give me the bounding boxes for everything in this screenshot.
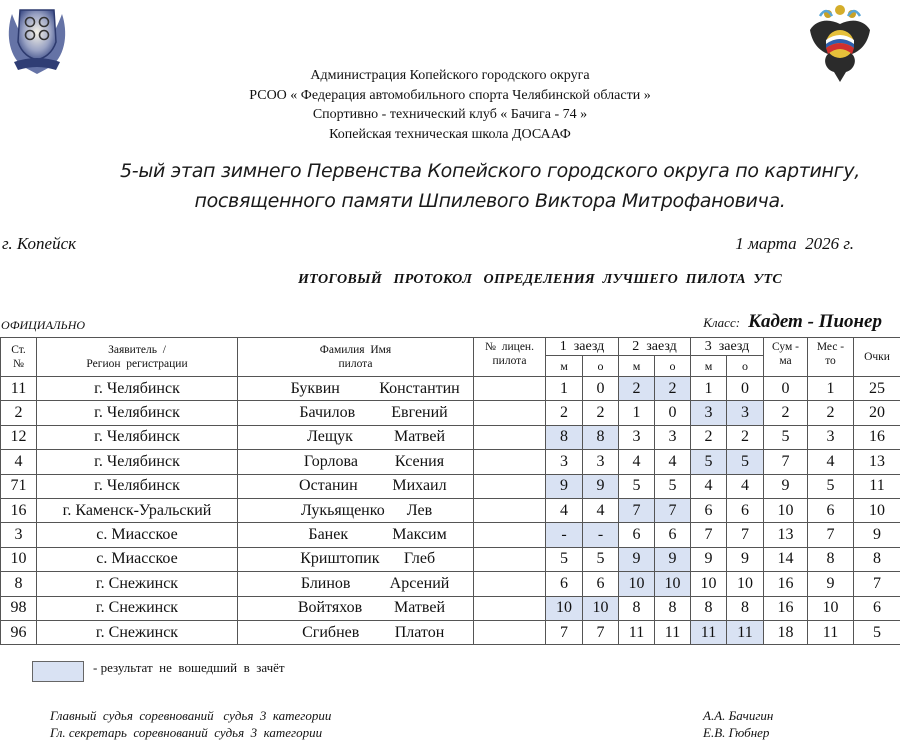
pilot-first-name: Максим [392, 526, 447, 543]
cell-license [474, 523, 546, 547]
cell-race-1-m: 3 [546, 450, 583, 474]
pilot-first-name: Глеб [404, 550, 435, 567]
cell-place: 2 [808, 401, 854, 425]
org-line: РСОО « Федерация автомобильного спорта Челябинской области » [0, 86, 900, 106]
cell-points: 20 [854, 401, 900, 425]
cell-sum: 9 [764, 474, 808, 498]
cell-license [474, 498, 546, 522]
org-line: Спортивно - технический клуб « Бачига - 74 » [0, 105, 900, 125]
cell-pilot [238, 572, 474, 596]
table-row [1, 523, 900, 547]
pilot-first-name: Михаил [392, 477, 446, 494]
cell-race-3-m: 3 [691, 401, 727, 425]
cell-place: 4 [808, 450, 854, 474]
header-text: № [1, 357, 36, 371]
cell-race-3-o: 3 [727, 401, 764, 425]
cell-race-3-m: 1 [691, 377, 727, 401]
cell-points: 13 [854, 450, 900, 474]
header-race-2-m: м [619, 356, 655, 377]
event-title-line: посвященного памяти Шпилевого Виктора Митрофановича. [0, 186, 900, 216]
event-date: 1 марта 2026 г. [735, 234, 854, 254]
cell-race-2-m: 2 [619, 377, 655, 401]
cell-region: г. Снежинск [37, 596, 238, 620]
cell-race-1-m: - [546, 523, 583, 547]
org-line: Копейская техническая школа ДОСААФ [0, 125, 900, 145]
event-title [0, 156, 900, 216]
cell-points: 8 [854, 547, 900, 571]
header-text: Сум - [764, 340, 807, 354]
cell-pilot [238, 620, 474, 644]
table-row [1, 377, 900, 401]
header-text: Заявитель / [37, 343, 237, 357]
cell-sum: 16 [764, 572, 808, 596]
cell-start-no: 2 [1, 401, 37, 425]
cell-sum: 10 [764, 498, 808, 522]
table-row [1, 498, 900, 522]
cell-race-2-o: 7 [655, 498, 691, 522]
cell-race-3-o: 5 [727, 450, 764, 474]
cell-points: 25 [854, 377, 900, 401]
cell-pilot [238, 523, 474, 547]
class-value: Кадет - Пионер [748, 311, 882, 332]
cell-race-2-o: 0 [655, 401, 691, 425]
signature-names [703, 707, 773, 741]
cell-race-2-m: 6 [619, 523, 655, 547]
cell-race-2-o: 2 [655, 377, 691, 401]
header-text: Фамилия Имя [238, 343, 473, 357]
cell-pilot [238, 450, 474, 474]
cell-race-2-o: 9 [655, 547, 691, 571]
table-row [1, 474, 900, 498]
pilot-first-name: Лев [407, 502, 432, 519]
cell-start-no: 11 [1, 377, 37, 401]
cell-race-3-m: 2 [691, 425, 727, 449]
cell-start-no: 98 [1, 596, 37, 620]
pilot-surname: Лещук [266, 428, 394, 446]
cell-license [474, 596, 546, 620]
pilot-first-name: Константин [379, 380, 460, 397]
cell-race-3-m: 4 [691, 474, 727, 498]
chief-judge-name: А.А. Бачигин [703, 707, 773, 724]
cell-race-2-o: 5 [655, 474, 691, 498]
cell-points: 7 [854, 572, 900, 596]
signature-roles [50, 707, 331, 741]
cell-pilot [238, 401, 474, 425]
cell-race-1-m: 7 [546, 620, 583, 644]
legend-text: - результат не вошедший в зачёт [93, 660, 285, 676]
cell-race-1-o: 2 [583, 401, 619, 425]
cell-points: 9 [854, 523, 900, 547]
pilot-surname: Войтяхов [266, 599, 394, 617]
cell-region: с. Миасское [37, 547, 238, 571]
cell-race-3-m: 5 [691, 450, 727, 474]
header-text: пилота [474, 354, 545, 368]
cell-race-2-m: 5 [619, 474, 655, 498]
cell-race-2-o: 10 [655, 572, 691, 596]
header-place [808, 338, 854, 377]
header-text: Регион регистрации [37, 357, 237, 371]
cell-race-1-o: 7 [583, 620, 619, 644]
event-place: г. Копейск [2, 234, 76, 254]
cell-pilot [238, 377, 474, 401]
header-text: Ст. [1, 343, 36, 357]
cell-start-no: 8 [1, 572, 37, 596]
header-entrant [37, 338, 238, 377]
pilot-first-name: Евгений [391, 404, 447, 421]
cell-race-3-o: 4 [727, 474, 764, 498]
cell-race-3-m: 6 [691, 498, 727, 522]
cell-region: г. Снежинск [37, 572, 238, 596]
header-text: пилота [238, 357, 473, 371]
cell-points: 10 [854, 498, 900, 522]
pilot-surname: Останин [264, 477, 392, 495]
cell-race-3-o: 8 [727, 596, 764, 620]
header-start-no [1, 338, 37, 377]
header-race-2: 2 заезд [619, 338, 691, 356]
cell-race-1-m: 9 [546, 474, 583, 498]
chief-judge-role: Главный судья соревнований судья 3 категории [50, 707, 331, 724]
cell-race-1-m: 6 [546, 572, 583, 596]
cell-race-2-m: 4 [619, 450, 655, 474]
header-race-3-o: о [727, 356, 764, 377]
cell-race-2-o: 4 [655, 450, 691, 474]
table-row [1, 425, 900, 449]
cell-race-2-m: 7 [619, 498, 655, 522]
cell-license [474, 572, 546, 596]
cell-license [474, 620, 546, 644]
cell-race-1-m: 4 [546, 498, 583, 522]
cell-race-1-m: 1 [546, 377, 583, 401]
cell-race-3-o: 6 [727, 498, 764, 522]
table-row [1, 620, 900, 644]
pilot-surname: Лукьященко [279, 502, 407, 520]
cell-license [474, 377, 546, 401]
cell-region: г. Челябинск [37, 474, 238, 498]
cell-race-1-m: 10 [546, 596, 583, 620]
pilot-first-name: Ксения [395, 453, 444, 470]
cell-sum: 0 [764, 377, 808, 401]
cell-license [474, 401, 546, 425]
cell-race-3-o: 9 [727, 547, 764, 571]
cell-start-no: 3 [1, 523, 37, 547]
header-pilot [238, 338, 474, 377]
results-table [0, 337, 900, 645]
cell-race-1-o: 10 [583, 596, 619, 620]
pilot-first-name: Арсений [390, 575, 450, 592]
chief-secretary-name: Е.В. Гюбнер [703, 724, 773, 741]
cell-region: г. Челябинск [37, 377, 238, 401]
table-row [1, 596, 900, 620]
org-header [0, 66, 900, 144]
pilot-first-name: Матвей [394, 428, 445, 445]
header-race-1-m: м [546, 356, 583, 377]
cell-license [474, 425, 546, 449]
class-info [703, 311, 882, 333]
cell-race-3-o: 10 [727, 572, 764, 596]
cell-sum: 7 [764, 450, 808, 474]
cell-race-2-m: 3 [619, 425, 655, 449]
cell-pilot [238, 596, 474, 620]
cell-race-1-o: 8 [583, 425, 619, 449]
cell-race-1-m: 5 [546, 547, 583, 571]
cell-points: 6 [854, 596, 900, 620]
cell-race-1-o: 0 [583, 377, 619, 401]
cell-place: 10 [808, 596, 854, 620]
header-race-1-o: о [583, 356, 619, 377]
cell-license [474, 474, 546, 498]
pilot-first-name: Матвей [394, 599, 445, 616]
cell-sum: 16 [764, 596, 808, 620]
cell-race-2-o: 3 [655, 425, 691, 449]
header-text: то [808, 354, 853, 368]
cell-place: 6 [808, 498, 854, 522]
header-race-3: 3 заезд [691, 338, 764, 356]
event-title-line: 5-ый этап зимнего Первенства Копейского городского округа по картингу, [0, 156, 900, 186]
cell-place: 1 [808, 377, 854, 401]
cell-race-3-o: 11 [727, 620, 764, 644]
cell-race-3-o: 7 [727, 523, 764, 547]
cell-race-2-m: 8 [619, 596, 655, 620]
cell-race-2-m: 1 [619, 401, 655, 425]
cell-points: 5 [854, 620, 900, 644]
cell-race-1-o: - [583, 523, 619, 547]
cell-place: 5 [808, 474, 854, 498]
cell-place: 7 [808, 523, 854, 547]
cell-place: 8 [808, 547, 854, 571]
cell-race-1-o: 4 [583, 498, 619, 522]
header-race-2-o: о [655, 356, 691, 377]
cell-region: г. Снежинск [37, 620, 238, 644]
cell-region: г. Челябинск [37, 450, 238, 474]
pilot-first-name: Платон [395, 624, 445, 641]
cell-pilot [238, 425, 474, 449]
protocol-title: ИТОГОВЫЙ ПРОТОКОЛ ОПРЕДЕЛЕНИЯ ЛУЧШЕГО ПИЛОТА УТС [0, 272, 900, 288]
cell-region: г. Челябинск [37, 401, 238, 425]
pilot-surname: Горлова [267, 453, 395, 471]
cell-race-3-o: 2 [727, 425, 764, 449]
cell-pilot [238, 498, 474, 522]
cell-race-3-m: 8 [691, 596, 727, 620]
header-text: Мес - [808, 340, 853, 354]
cell-race-3-m: 10 [691, 572, 727, 596]
header-license [474, 338, 546, 377]
cell-race-1-o: 9 [583, 474, 619, 498]
cell-pilot [238, 474, 474, 498]
header-sum [764, 338, 808, 377]
cell-sum: 14 [764, 547, 808, 571]
cell-points: 11 [854, 474, 900, 498]
chief-secretary-role: Гл. секретарь соревнований судья 3 категории [50, 724, 331, 741]
pilot-surname: Криштопик [276, 550, 404, 568]
header-text: № лицен. [474, 340, 545, 354]
official-label: ОФИЦИАЛЬНО [1, 318, 85, 333]
pilot-surname: Бачилов [263, 404, 391, 422]
cell-start-no: 4 [1, 450, 37, 474]
cell-race-2-m: 10 [619, 572, 655, 596]
cell-place: 9 [808, 572, 854, 596]
cell-race-2-m: 9 [619, 547, 655, 571]
table-row [1, 401, 900, 425]
cell-race-1-m: 8 [546, 425, 583, 449]
table-row [1, 547, 900, 571]
cell-start-no: 71 [1, 474, 37, 498]
cell-license [474, 450, 546, 474]
cell-race-1-o: 6 [583, 572, 619, 596]
cell-start-no: 12 [1, 425, 37, 449]
cell-place: 3 [808, 425, 854, 449]
cell-race-2-m: 11 [619, 620, 655, 644]
header-race-1: 1 заезд [546, 338, 619, 356]
cell-region: г. Челябинск [37, 425, 238, 449]
cell-race-3-m: 9 [691, 547, 727, 571]
table-row [1, 450, 900, 474]
table-row [1, 572, 900, 596]
cell-region: с. Миасское [37, 523, 238, 547]
pilot-surname: Сгибнев [267, 624, 395, 642]
cell-region: г. Каменск-Уральский [37, 498, 238, 522]
cell-start-no: 10 [1, 547, 37, 571]
cell-sum: 5 [764, 425, 808, 449]
cell-race-3-m: 11 [691, 620, 727, 644]
header-points: Очки [854, 338, 900, 377]
cell-sum: 13 [764, 523, 808, 547]
cell-race-2-o: 8 [655, 596, 691, 620]
cell-start-no: 16 [1, 498, 37, 522]
cell-race-2-o: 11 [655, 620, 691, 644]
cell-sum: 18 [764, 620, 808, 644]
class-label: Класс: [703, 315, 740, 330]
cell-pilot [238, 547, 474, 571]
pilot-surname: Банек [264, 526, 392, 544]
cell-race-3-o: 0 [727, 377, 764, 401]
header-text: ма [764, 354, 807, 368]
cell-license [474, 547, 546, 571]
header-race-3-m: м [691, 356, 727, 377]
legend-swatch [32, 661, 84, 682]
pilot-surname: Блинов [262, 575, 390, 593]
cell-race-1-o: 5 [583, 547, 619, 571]
pilot-surname: Буквин [251, 380, 379, 398]
cell-place: 11 [808, 620, 854, 644]
org-line: Администрация Копейского городского округа [0, 66, 900, 86]
cell-race-3-m: 7 [691, 523, 727, 547]
cell-race-2-o: 6 [655, 523, 691, 547]
cell-start-no: 96 [1, 620, 37, 644]
cell-race-1-o: 3 [583, 450, 619, 474]
cell-sum: 2 [764, 401, 808, 425]
cell-race-1-m: 2 [546, 401, 583, 425]
cell-points: 16 [854, 425, 900, 449]
